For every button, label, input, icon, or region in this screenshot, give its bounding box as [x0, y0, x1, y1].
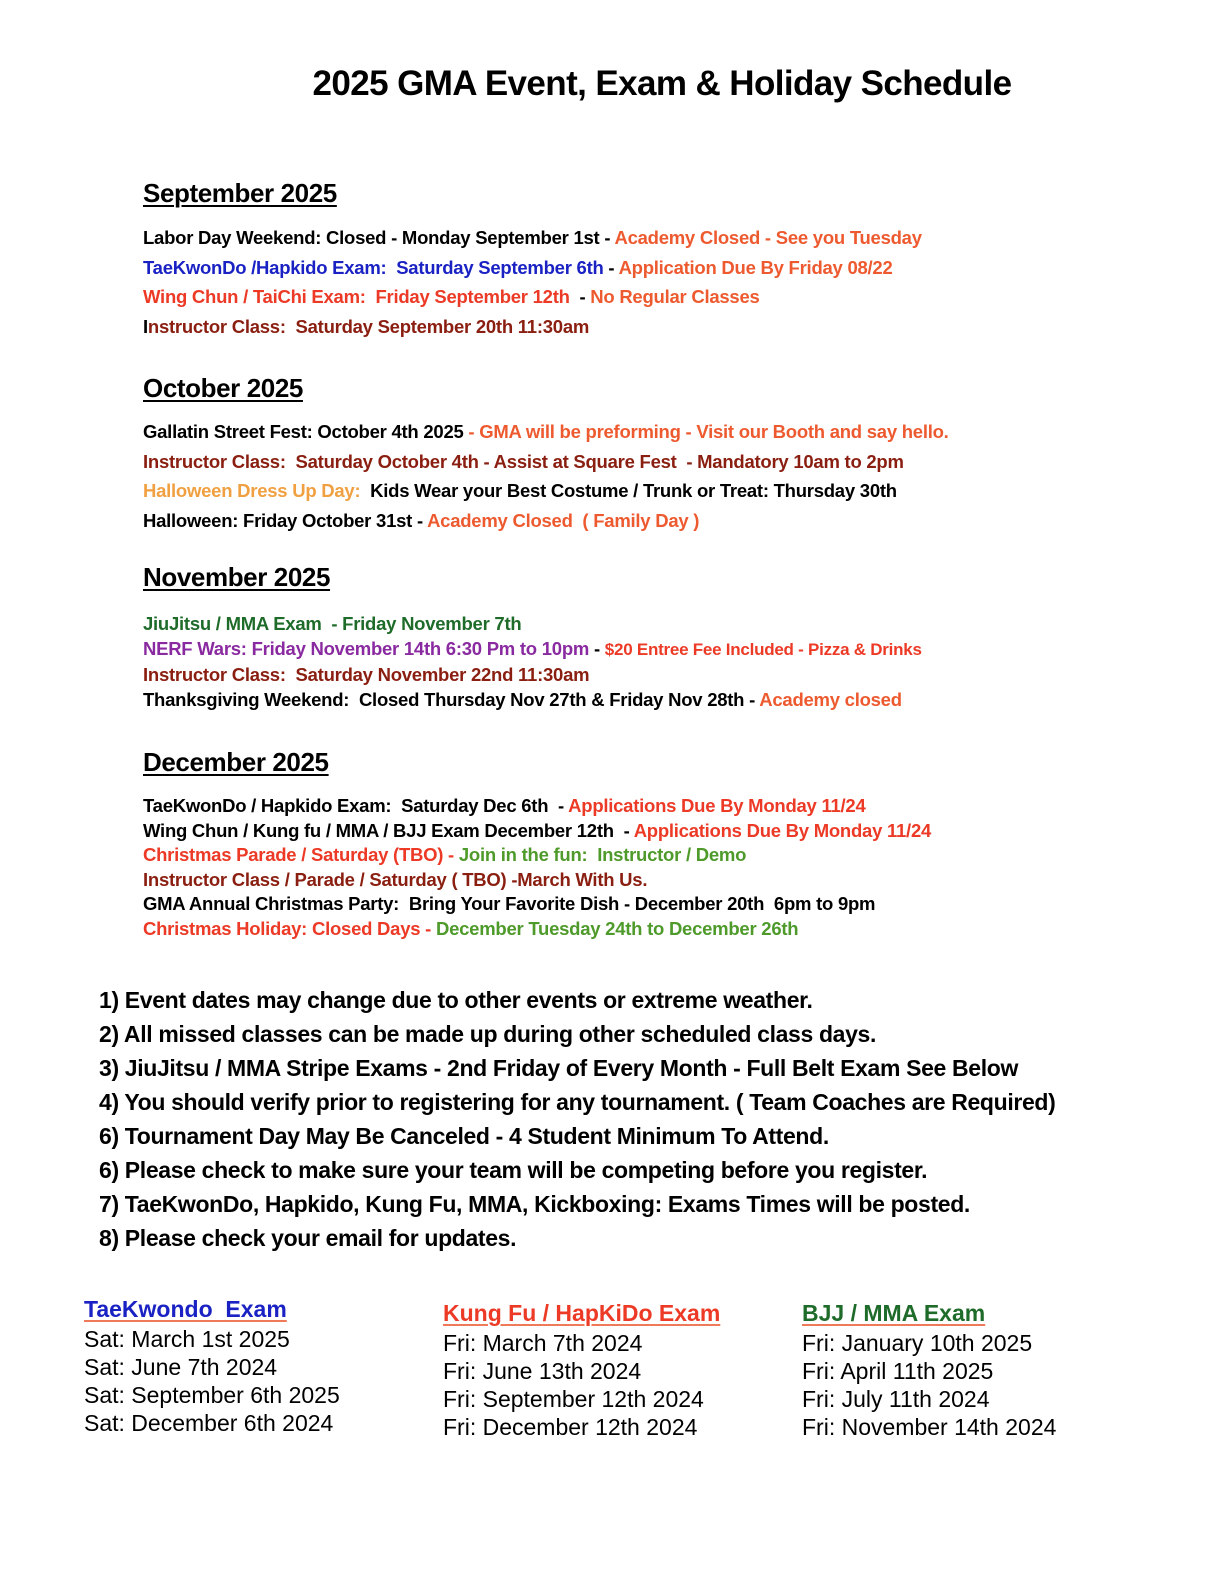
- event-text-segment: Instructor Class: Saturday October 4th - Assist at Square Fest - Mandatory 10am to 2pm: [143, 450, 904, 472]
- event-list: [143, 794, 1143, 941]
- month-section-november: [143, 562, 1143, 712]
- month-section-december: [143, 747, 1143, 941]
- event-item: [143, 506, 1143, 536]
- exam-date: Sat: June 7th 2024: [84, 1354, 278, 1380]
- exam-date: Sat: September 6th 2025: [84, 1382, 340, 1408]
- event-text-segment: Halloween: Friday October 31st -: [143, 509, 428, 531]
- exam-column-heading: Kung Fu / HapKiDo Exam: [443, 1300, 721, 1326]
- note-item: 1) Event dates may change due to other events or extreme weather.: [99, 987, 813, 1013]
- event-text-segment: Instructor Class: Saturday November 22nd 11:30am: [143, 664, 590, 685]
- event-text-segment: Academy Closed ( Family Day ): [427, 509, 700, 531]
- month-heading: September 2025: [143, 178, 337, 208]
- event-text-segment: Halloween Dress Up Day:: [143, 480, 366, 501]
- exam-date: Fri: September 12th 2024: [443, 1386, 704, 1412]
- event-item: [143, 794, 1143, 819]
- exam-date: Sat: December 6th 2024: [84, 1410, 334, 1436]
- event-text-segment: GMA Annual Christmas Party: Bring Your Favorite Dish - December 20th 6pm to 9pm: [143, 893, 876, 914]
- event-item: [143, 843, 1143, 868]
- event-item: [143, 662, 1143, 687]
- event-item: [143, 282, 1143, 312]
- event-text-segment: Kids Wear your Best Costume / Trunk or Treat: Thursday 30th: [365, 480, 897, 501]
- event-item: [143, 687, 1143, 712]
- event-text-segment: -: [603, 256, 619, 278]
- note-item: 6) Please check to make sure your team will be competing before you register.: [99, 1157, 928, 1183]
- note-item: 6) Tournament Day May Be Canceled - 4 Student Minimum To Attend.: [99, 1123, 829, 1149]
- event-text-segment: Labor Day Weekend: Closed - Monday September 1st -: [143, 227, 615, 248]
- page-title: 2025 GMA Event, Exam & Holiday Schedule: [312, 64, 1012, 103]
- event-item: [143, 868, 1143, 893]
- event-item: [143, 892, 1143, 917]
- exam-date: Fri: November 14th 2024: [802, 1414, 1057, 1440]
- event-item: [143, 447, 1143, 477]
- event-text-segment: - GMA will be preforming - Visit our Booth and say hello.: [463, 421, 949, 442]
- notes-list: [99, 983, 1199, 1255]
- exam-column-heading: TaeKwondo Exam: [84, 1296, 287, 1322]
- event-item: [143, 253, 1143, 283]
- note-item: 2) All missed classes can be made up during other scheduled class days.: [99, 1021, 877, 1047]
- note-item: 7) TaeKwonDo, Hapkido, Kung Fu, MMA, Kickboxing: Exams Times will be posted.: [99, 1191, 970, 1217]
- note-item: 4) You should verify prior to registering for any tournament. ( Team Coaches are Required): [99, 1089, 1056, 1115]
- month-heading: October 2025: [143, 373, 303, 403]
- event-text-segment: Christmas Holiday: Closed Days -: [143, 917, 436, 939]
- exam-date: Fri: July 11th 2024: [802, 1386, 990, 1412]
- event-item: [143, 611, 1143, 636]
- exam-date: Fri: June 13th 2024: [443, 1358, 642, 1384]
- exam-date: Fri: December 12th 2024: [443, 1414, 698, 1440]
- event-text-segment: $20 Entree Fee Included - Pizza & Drinks: [604, 640, 922, 659]
- event-list: [143, 223, 1143, 341]
- event-text-segment: -: [574, 286, 591, 307]
- event-text-segment: NERF Wars: Friday November 14th 6:30 Pm to 10pm: [143, 638, 590, 659]
- event-text-segment: Gallatin Street Fest: October 4th 2025: [143, 421, 464, 442]
- event-text-segment: Academy Closed - See you Tuesday: [614, 227, 922, 248]
- event-item: [143, 476, 1143, 506]
- event-text-segment: TaeKwonDo / Hapkido Exam: Saturday Dec 6th -: [143, 795, 569, 816]
- event-list: [143, 611, 1143, 712]
- event-item: [143, 636, 1143, 662]
- exam-column-heading: BJJ / MMA Exam: [802, 1300, 986, 1326]
- event-text-segment: Applications Due By Monday 11/24: [568, 795, 866, 816]
- exam-column-taekwondo: [84, 1296, 340, 1437]
- event-text-segment: JiuJitsu / MMA Exam - Friday November 7th: [143, 613, 522, 634]
- event-item: [143, 417, 1143, 447]
- event-item: [143, 223, 1143, 253]
- exam-date: Fri: April 11th 2025: [802, 1358, 994, 1384]
- event-text-segment: Wing Chun / Kung fu / MMA / BJJ Exam December 12th -: [143, 819, 634, 841]
- note-item: 3) JiuJitsu / MMA Stripe Exams - 2nd Friday of Every Month - Full Belt Exam See Below: [99, 1055, 1018, 1081]
- exam-date: Fri: January 10th 2025: [802, 1330, 1033, 1356]
- event-text-segment: December Tuesday 24th to December 26th: [435, 917, 799, 939]
- month-section-october: [143, 373, 1143, 535]
- event-text-segment: Wing Chun / TaiChi Exam: Friday September 12th: [143, 286, 575, 307]
- event-text-segment: Applications Due By Monday 11/24: [633, 819, 932, 841]
- month-heading: December 2025: [143, 747, 329, 777]
- event-text-segment: Join in the fun: Instructor / Demo: [458, 844, 747, 865]
- event-text-segment: Academy closed: [759, 689, 902, 710]
- month-heading: November 2025: [143, 562, 331, 592]
- event-text-segment: Thanksgiving Weekend: Closed Thursday Nov 27th & Friday Nov 28th -: [143, 689, 760, 710]
- event-text-segment: -: [589, 638, 605, 659]
- event-text-segment: Christmas Parade / Saturday (TBO) -: [143, 844, 459, 865]
- note-item: 8) Please check your email for updates.: [99, 1225, 517, 1251]
- event-item: [143, 819, 1143, 844]
- exam-date: Sat: March 1st 2025: [84, 1326, 290, 1352]
- event-text-segment: No Regular Classes: [590, 286, 760, 307]
- exam-column-bjj-mma: [802, 1300, 1056, 1441]
- exam-column-kungfu-hapkido: [443, 1300, 720, 1441]
- event-text-segment: Application Due By Friday 08/22: [618, 256, 893, 278]
- month-section-september: [143, 178, 1143, 341]
- event-text-segment: I: [143, 315, 148, 337]
- event-item: [143, 312, 1143, 342]
- event-text-segment: nstructor Class: Saturday September 20th 11:30am: [147, 315, 590, 337]
- event-text-segment: TaeKwonDo /Hapkido Exam: Saturday September 6th: [143, 256, 604, 278]
- event-item: [143, 917, 1143, 942]
- event-text-segment: Instructor Class / Parade / Saturday ( TBO) -March With Us.: [143, 868, 648, 890]
- event-list: [143, 417, 1143, 535]
- exam-date: Fri: March 7th 2024: [443, 1330, 643, 1356]
